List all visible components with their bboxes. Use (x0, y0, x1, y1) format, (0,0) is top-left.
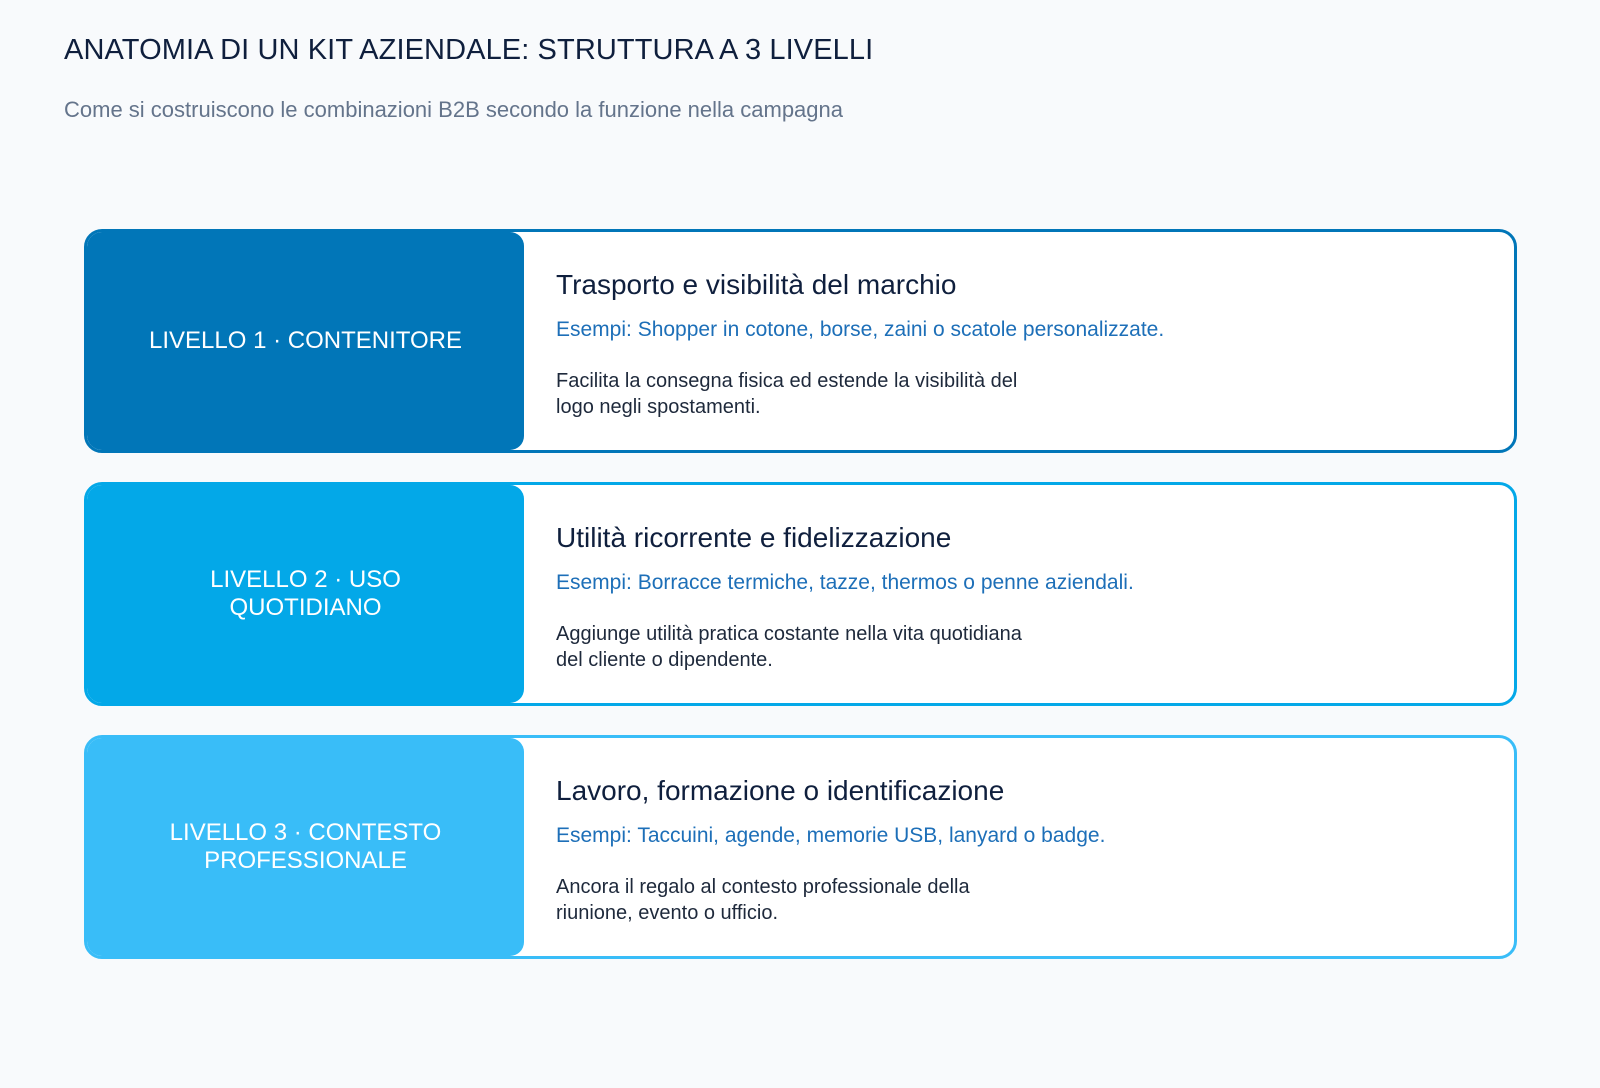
level-examples: Esempi: Borracce termiche, tazze, thermos o penne aziendali. (556, 571, 1134, 594)
level-heading: Utilità ricorrente e fidelizzazione (556, 522, 952, 553)
level-card-3 (84, 735, 1517, 959)
levels-diagram (84, 229, 1517, 988)
level-tag: LIVELLO 3 · CONTESTO PROFESSIONALE (87, 738, 524, 956)
level-body (524, 232, 1514, 450)
level-description: Facilita la consegna fisica ed estende la visibilità del logo negli spostamenti. (556, 370, 1018, 418)
level-description: Ancora il regalo al contesto professionale della riunione, evento o ufficio. (556, 876, 970, 924)
level-heading: Lavoro, formazione o identificazione (556, 775, 1005, 806)
level-body (524, 485, 1514, 703)
level-tag: LIVELLO 2 · USO QUOTIDIANO (87, 485, 524, 703)
level-examples: Esempi: Shopper in cotone, borse, zaini o scatole personalizzate. (556, 318, 1165, 341)
level-tag: LIVELLO 1 · CONTENITORE (87, 232, 524, 450)
level-card-1 (84, 229, 1517, 453)
level-heading: Trasporto e visibilità del marchio (556, 269, 957, 300)
page-subtitle: Come si costruiscono le combinazioni B2B secondo la funzione nella campagna (64, 97, 844, 122)
level-card-2 (84, 482, 1517, 706)
page-title: ANATOMIA DI UN KIT AZIENDALE: STRUTTURA A 3 LIVELLI (64, 34, 874, 66)
level-description: Aggiunge utilità pratica costante nella vita quotidiana del cliente o dipendente. (556, 623, 1022, 671)
level-examples: Esempi: Taccuini, agende, memorie USB, lanyard o badge. (556, 824, 1106, 847)
level-body (524, 738, 1514, 956)
